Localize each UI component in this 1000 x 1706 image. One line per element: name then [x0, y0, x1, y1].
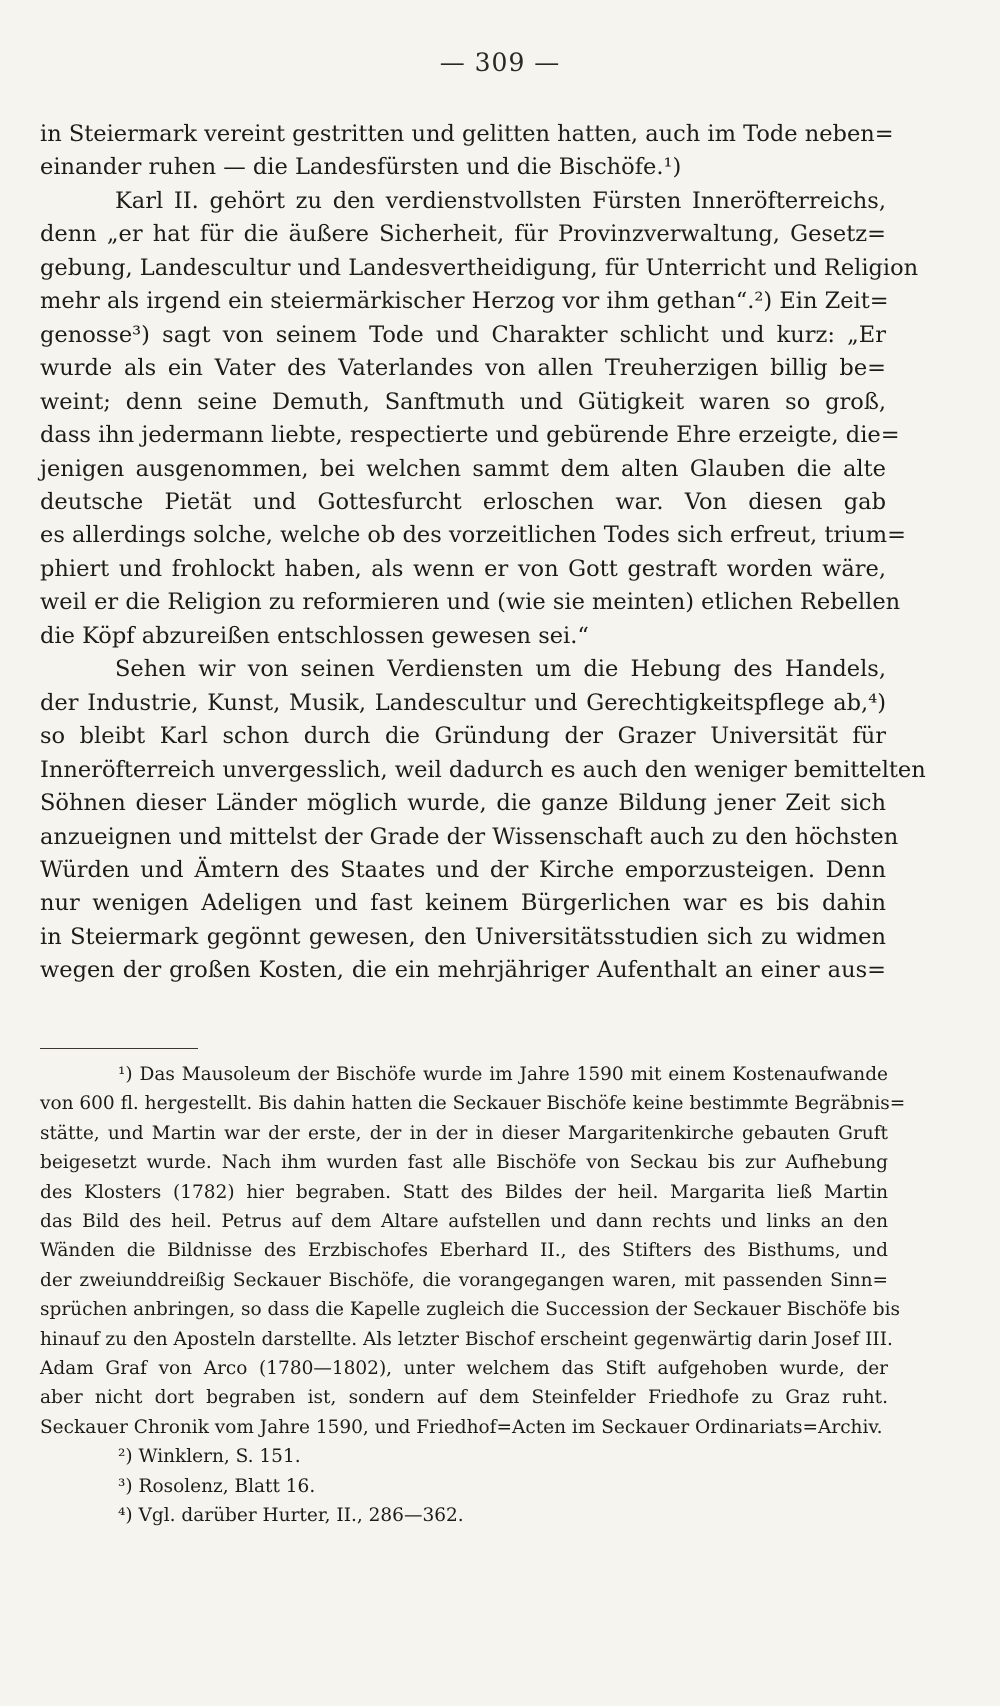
footnotes — [40, 1060, 906, 1531]
text-line: gebung, Landescultur und Landesvertheidigung, für Unterricht und Religion — [40, 254, 919, 281]
text-line: Sehen wir von seinen Verdiensten um die Hebung des Handels, — [115, 656, 886, 683]
text-line: Würden und Ämtern des Staates und der Kirche emporzusteigen. Denn — [40, 856, 886, 883]
main-text — [40, 118, 926, 988]
footnote-line: Wänden die Bildnisse des Erzbischofes Eberhard II., des Stifters des Bisthums, und — [40, 1240, 888, 1262]
text-line: wegen der großen Kosten, die ein mehrjähriger Aufenthalt an einer aus= — [40, 957, 886, 984]
footnote-line: das Bild des heil. Petrus auf dem Altare aufstellen und dann rechts und links an den — [40, 1211, 888, 1233]
footnote-divider — [40, 1048, 198, 1049]
footnote-line: der zweiunddreißig Seckauer Bischöfe, die vorangegangen waren, mit passenden Sinn= — [40, 1269, 888, 1291]
footnote-line: ³) Rosolenz, Blatt 16. — [118, 1475, 316, 1497]
footnote-line: ²) Winklern, S. 151. — [118, 1446, 301, 1468]
footnote-line: sprüchen anbringen, so dass die Kapelle zugleich die Succession der Seckauer Bischöfe bis — [40, 1299, 900, 1321]
text-line: genosse³) sagt von seinem Tode und Charakter schlicht und kurz: „Er — [40, 321, 886, 348]
text-line: in Steiermark vereint gestritten und gelitten hatten, auch im Tode neben= — [40, 121, 894, 147]
text-line: in Steiermark gegönnt gewesen, den Universitätsstudien sich zu widmen — [40, 923, 886, 950]
footnote-line: stätte, und Martin war der erste, der in der in dieser Margaritenkirche gebauten Gruft — [40, 1122, 888, 1144]
footnote-line: beigesetzt wurde. Nach ihm wurden fast alle Bischöfe von Seckau bis zur Aufhebung — [40, 1152, 888, 1174]
text-line: deutsche Pietät und Gottesfurcht erloschen war. Von diesen gab — [40, 488, 886, 515]
text-line: die Köpf abzureißen entschlossen gewesen sei.“ — [40, 622, 589, 649]
text-line: nur wenigen Adeligen und fast keinem Bürgerlichen war es bis dahin — [40, 890, 886, 917]
footnote-line: ¹) Das Mausoleum der Bischöfe wurde im Jahre 1590 mit einem Kostenaufwande — [118, 1064, 888, 1085]
footnote-line: ⁴) Vgl. darüber Hurter, II., 286—362. — [118, 1505, 464, 1527]
text-line: dass ihn jedermann liebte, respectierte und gebürende Ehre erzeigte, die= — [40, 422, 900, 449]
text-line: denn „er hat für die äußere Sicherheit, für Provinzverwaltung, Gesetz= — [40, 221, 886, 248]
footnote-line: des Klosters (1782) hier begraben. Statt des Bildes der heil. Margarita ließ Martin — [40, 1181, 888, 1203]
page-number: — 309 — — [439, 48, 561, 77]
footnote-line: Seckauer Chronik vom Jahre 1590, und Friedhof=Acten im Seckauer Ordinariats=Archiv. — [40, 1416, 883, 1438]
text-line: weil er die Religion zu reformieren und (wie sie meinten) etlichen Rebellen — [40, 589, 901, 616]
text-line: einander ruhen — die Landesfürsten und die Bischöfe.¹) — [40, 154, 682, 181]
footnote-line: hinauf zu den Aposteln darstellte. Als letzter Bischof erscheint gegenwärtig darin Josef III. — [40, 1328, 893, 1350]
text-line: jenigen ausgenommen, bei welchen sammt dem alten Glauben die alte — [40, 455, 886, 482]
text-line: es allerdings solche, welche ob des vorzeitlichen Todes sich erfreut, trium= — [40, 522, 906, 549]
text-line: der Industrie, Kunst, Musik, Landescultur und Gerechtigkeitspflege ab,⁴) — [40, 689, 886, 716]
text-line: Inneröfterreich unvergesslich, weil dadurch es auch den weniger bemittelten — [40, 756, 926, 783]
text-line: Söhnen dieser Länder möglich wurde, die ganze Bildung jener Zeit sich — [40, 790, 886, 817]
text-line: anzueignen und mittelst der Grade der Wissenschaft auch zu den höchsten — [40, 823, 899, 850]
text-line: weint; denn seine Demuth, Sanftmuth und Gütigkeit waren so groß, — [40, 388, 886, 415]
text-line: wurde als ein Vater des Vaterlandes von allen Treuherzigen billig be= — [40, 355, 886, 382]
text-line: so bleibt Karl schon durch die Gründung der Grazer Universität für — [40, 723, 886, 750]
text-line: mehr als irgend ein steiermärkischer Herzog vor ihm gethan“.²) Ein Zeit= — [40, 288, 889, 315]
text-line: Karl II. gehört zu den verdienstvollsten Fürsten Inneröfterreichs, — [115, 187, 886, 214]
text-line: phiert und frohlockt haben, als wenn er von Gott gestraft worden wäre, — [40, 555, 886, 582]
footnote-line: aber nicht dort begraben ist, sondern auf dem Steinfelder Friedhofe zu Graz ruht. — [40, 1387, 888, 1409]
footnote-line: von 600 fl. hergestellt. Bis dahin hatten die Seckauer Bischöfe keine bestimmte Begräbnis= — [40, 1093, 906, 1115]
footnote-line: Adam Graf von Arco (1780—1802), unter welchem das Stift aufgehoben wurde, der — [40, 1358, 888, 1380]
